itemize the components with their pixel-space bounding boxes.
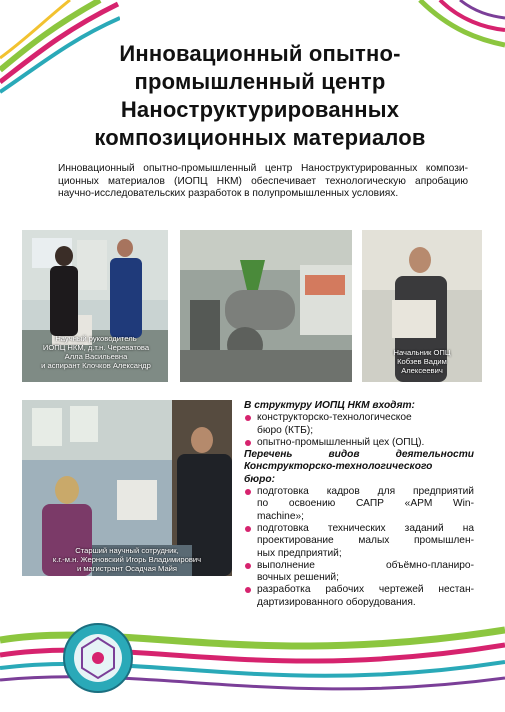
list-item [244,560,474,585]
title-line: Наноструктурированных [120,97,400,122]
list-item-line: конструкторско-технологическое [257,412,412,424]
photo-equipment-image [180,230,352,382]
photo-equipment [180,230,352,382]
list-item [244,584,474,609]
caption-line: ИОПЦ НКМ, д.т.н. Череватова [42,343,150,352]
photo-supervisor [22,230,168,382]
intro-line: Инновационный опытно-промышленный центр Наноструктурированных компози- [58,163,468,174]
bullet-icon [245,587,251,593]
structure-heading: В структуру ИОПЦ НКМ входят: [244,400,415,411]
bullet-icon [245,563,251,569]
caption-line: Начальник ОПЦ [393,348,451,357]
photo-researchers-caption [26,546,228,573]
caption-line: и аспирант Клочков Александр [41,361,151,370]
caption-line: Кобзев Вадим [397,357,447,366]
university-logo [62,622,134,694]
list-item-line: проектирование малых промышлен- [257,535,474,547]
list-item-line: дартизированного оборудования. [257,596,416,608]
list-item [244,412,474,437]
activities-heading: бюро: [244,473,275,485]
caption-line: и магистрант Осадчая Майя [76,564,178,573]
photo-opc-head-caption [362,348,482,375]
activities-heading: Перечень видов деятельности [244,449,474,461]
intro-paragraph [58,163,468,201]
list-item [244,437,474,449]
list-item [244,523,474,560]
title-line: композиционных материалов [94,125,426,150]
list-item-line: вочных решений; [257,572,339,584]
caption-line: Научный руководитель [55,334,137,343]
bullet-icon [245,489,251,495]
list-item-line: опытно-промышленный цех (ОПЦ). [257,436,425,448]
bullet-icon [245,526,251,532]
photo-opc-head [362,230,482,382]
intro-line: научно-исследовательских разработок в полупромышленных условиях. [58,188,399,200]
caption-line: к.г.-м.н. Жерновский Игорь Владимирович [52,555,202,564]
list-item-line: выполнение объёмно-планиро- [257,559,474,571]
title-line: промышленный центр [134,69,386,94]
caption-line: Алексеевич [401,366,443,375]
list-item-line: machine»; [257,510,305,522]
page-title [60,40,460,152]
list-item-line: разработка рабочих чертежей нестан- [257,584,474,596]
list-item-line: бюро (КТБ); [257,424,314,436]
intro-line: ционных материалов (ИОПЦ НКМ) обеспечивает технологическую апробацию [58,175,468,187]
caption-line: Алла Васильевна [64,352,128,361]
list-item [244,486,474,523]
caption-line: Старший научный сотрудник, [75,546,179,555]
photo-supervisor-caption [26,334,166,370]
bullet-icon [245,415,251,421]
list-item-line: подготовка кадров для предприятий [257,486,474,498]
list-item-line: по освоению САПР «АРМ Win- [257,498,474,510]
list-item-line: ных предприятий; [257,547,342,559]
title-line: Инновационный опытно- [119,41,401,66]
photo-researchers [22,400,232,576]
structure-block [244,400,474,609]
activities-heading: Конструкторско-технологического [244,461,433,473]
bullet-icon [245,440,251,446]
list-item-line: подготовка технических заданий на [257,522,474,534]
logo-emblem-icon [62,622,134,694]
